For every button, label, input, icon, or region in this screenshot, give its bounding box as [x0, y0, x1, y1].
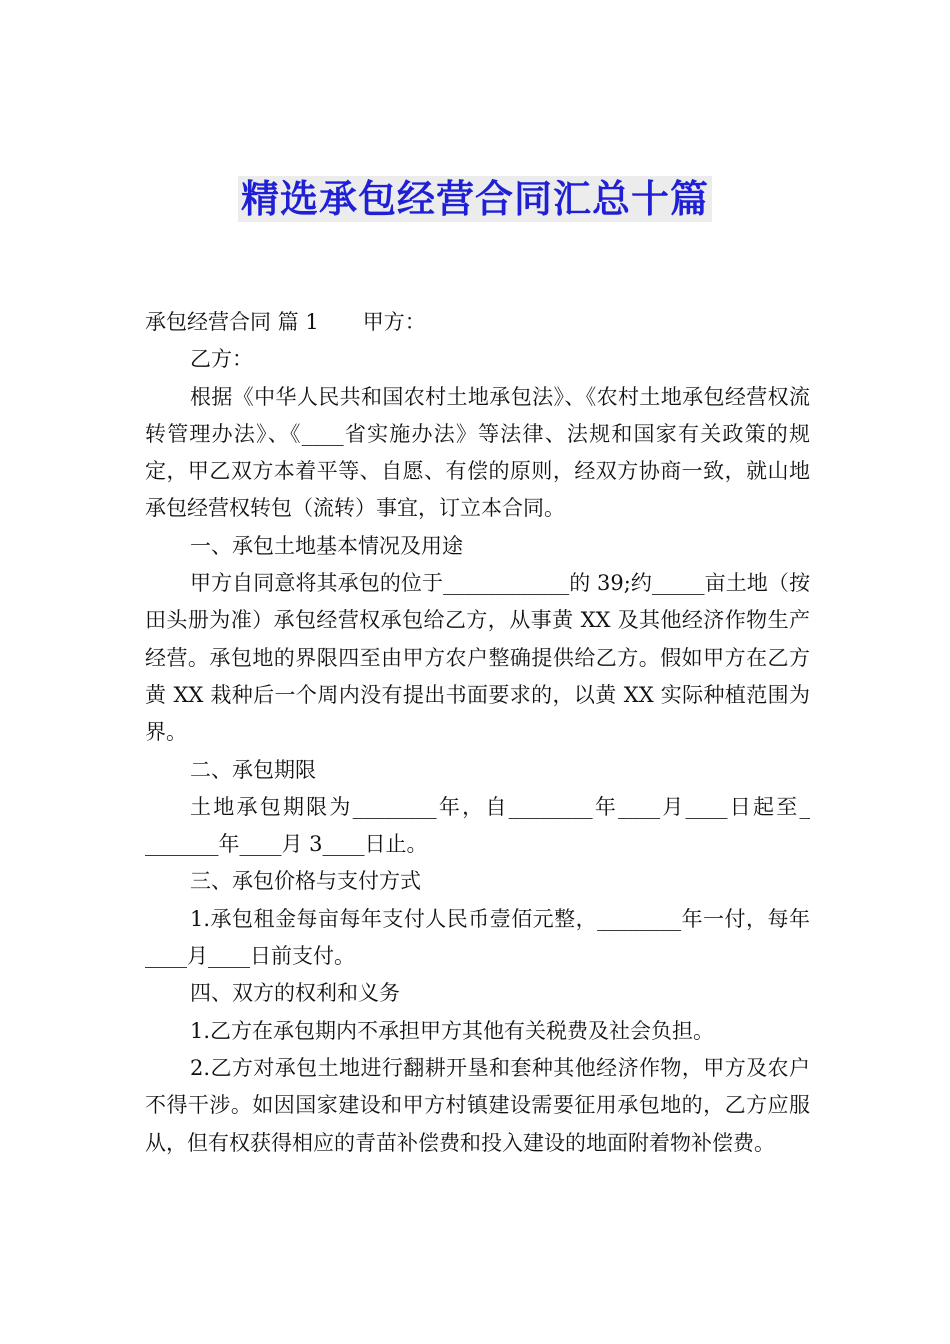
section-4-item-2: 2.乙方对承包土地进行翻耕开垦和套种其他经济作物，甲方及农户不得干涉。如因国家建设和甲方村镇建设需要征用承包地的，乙方应服从，但有权获得相应的青苗补偿费和投入建设的地面附着物补偿费。 — [145, 1055, 810, 1155]
preamble-paragraph: 根据《中华人民共和国农村土地承包法》、《农村土地承包经营权流转管理办法》、《____省实施办法》等法律、法规和国家有关政策的规定，甲乙双方本着平等、自愿、有偿的原则，经双方协商一致，就山地承包经营权转包（流转）事宜，订立本合同。 — [145, 384, 810, 521]
contract-heading-line — [145, 304, 810, 341]
section-heading-1: 一、承包土地基本情况及用途 — [190, 533, 463, 558]
contract-heading-label: 承包经营合同 篇 1 — [145, 310, 319, 334]
section-1-paragraph: 甲方自同意将其承包的位于____________的 39;约_____亩土地（按田头册为准）承包经营权承包给乙方，从事黄 XX 及其他经济作物生产经营。承包地的界限四至由甲方农户整确提供给乙方。假如甲方在乙方黄 XX 栽种后一个周内没有提出书面要求的，以黄 XX 实际种植范围为界。 — [145, 571, 810, 745]
section-heading-2: 二、承包期限 — [190, 757, 316, 782]
document-title: 精选承包经营合同汇总十篇 — [238, 176, 712, 222]
section-4-item-1: 1.乙方在承包期内不承担甲方其他有关税费及社会负担。 — [190, 1018, 715, 1043]
section-3-item-1: 1.承包租金每亩每年支付人民币壹佰元整，________年一付，每年____月____日前支付。 — [145, 906, 810, 969]
party-b-label: 乙方： — [190, 347, 253, 372]
document-body — [145, 304, 810, 1162]
section-2-paragraph: 土地承包期限为________年，自________年____月____日起至_ _______年____月 3____日止。 — [145, 794, 810, 857]
title-container — [0, 176, 950, 222]
party-a-label: 甲方： — [362, 310, 426, 334]
section-heading-3: 三、承包价格与支付方式 — [190, 869, 421, 894]
section-heading-4: 四、双方的权利和义务 — [190, 981, 400, 1006]
